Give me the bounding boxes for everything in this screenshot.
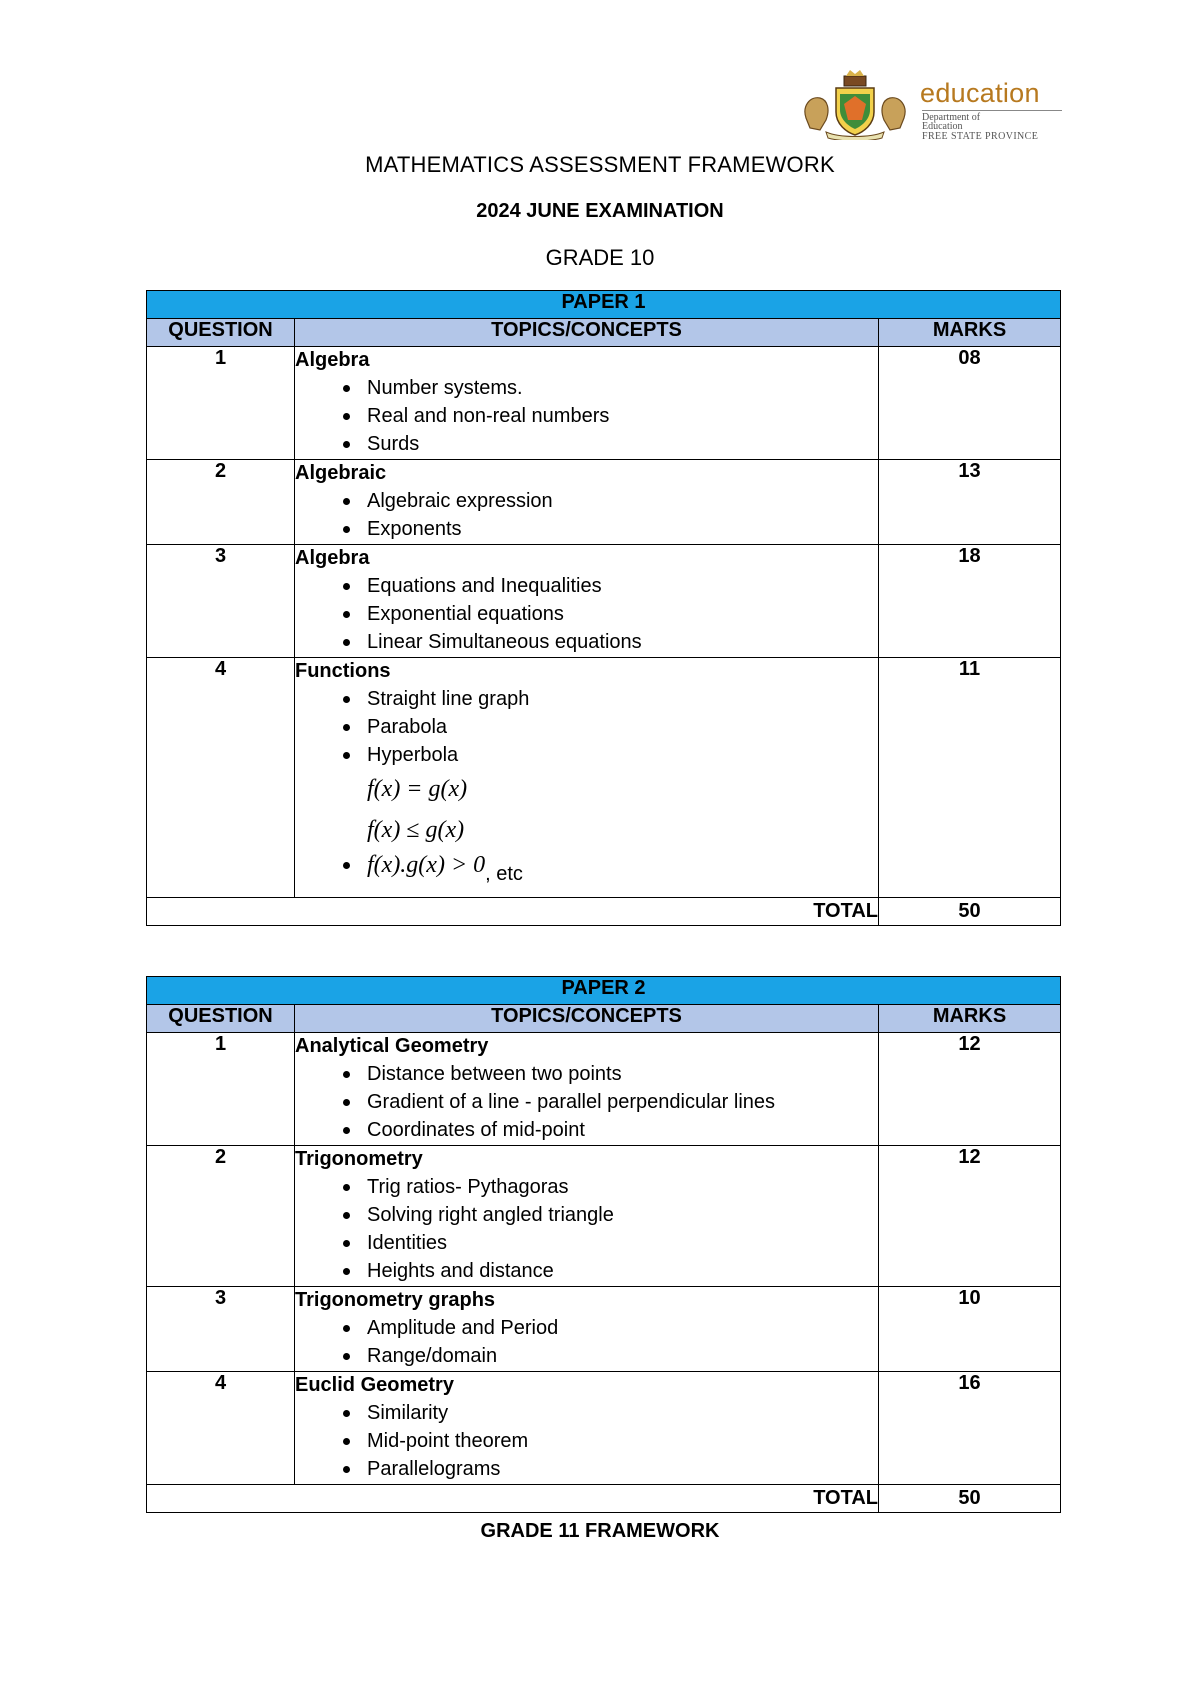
table-row [147,1033,1061,1146]
topic-title: Trigonometry [295,1148,423,1170]
list-item: Heights and distance [343,1257,878,1285]
list-item: Coordinates of mid-point [343,1116,878,1144]
logo-wordmark: education [920,78,1040,108]
document-title: MATHEMATICS ASSESSMENT FRAMEWORK [365,152,835,177]
question-number: 3 [147,545,295,658]
list-item: Equations and Inequalities [343,572,878,600]
topic-title: Functions [295,660,391,682]
topic-cell [295,658,879,898]
list-item: Algebraic expression [343,487,878,515]
marks-value: 11 [879,658,1061,898]
topic-title: Analytical Geometry [295,1035,489,1057]
list-item: Straight line graph [343,685,878,713]
list-item: Parallelograms [343,1455,878,1483]
total-row [147,898,1061,926]
math-expression: f(x) = g(x) [367,776,468,802]
logo-line-2: Education [922,121,963,132]
list-item: Parabola [343,713,878,741]
question-number: 2 [147,460,295,545]
table-row [147,460,1061,545]
question-number: 4 [147,1372,295,1485]
col-topics: TOPICS/CONCEPTS [295,1005,879,1033]
total-value: 50 [879,898,1061,926]
topic-title: Algebra [295,349,370,371]
paper-1-table [146,290,1061,926]
table-row [147,1146,1061,1287]
col-topics: TOPICS/CONCEPTS [295,319,879,347]
col-marks: MARKS [879,319,1061,347]
list-item: Gradient of a line - parallel perpendicular lines [343,1088,878,1116]
exam-title: 2024 JUNE EXAMINATION [476,200,724,222]
math-expression: f(x) ≤ g(x) [367,817,465,843]
list-item: Hyperbola [343,741,878,769]
question-number: 4 [147,658,295,898]
topic-title: Trigonometry graphs [295,1289,496,1311]
col-question: QUESTION [147,319,295,347]
list-item: Range/domain [343,1342,878,1370]
marks-value: 18 [879,545,1061,658]
topic-cell [295,1146,879,1287]
grade-title: GRADE 10 [545,245,655,270]
marks-value: 12 [879,1146,1061,1287]
list-item: Exponents [343,515,878,543]
table-row [147,545,1061,658]
topic-cell [295,1033,879,1146]
list-item: Similarity [343,1399,878,1427]
paper-2-table [146,976,1061,1513]
topic-cell [295,460,879,545]
list-item: Number systems. [343,374,878,402]
list-item: Exponential equations [343,600,878,628]
table-row [147,347,1061,460]
paper-2-title: PAPER 2 [147,977,1061,1005]
marks-value: 13 [879,460,1061,545]
list-item: Surds [343,430,878,458]
logo-line-3: FREE STATE PROVINCE [922,131,1039,142]
total-value: 50 [879,1485,1061,1513]
marks-value: 16 [879,1372,1061,1485]
table-row [147,1287,1061,1372]
math-expression: f(x).g(x) > 0 [367,852,486,878]
logo-divider [922,110,1062,111]
total-label: TOTAL [147,898,879,926]
question-number: 3 [147,1287,295,1372]
topic-title: Euclid Geometry [295,1374,454,1396]
list-item: Real and non-real numbers [343,402,878,430]
topic-title: Algebraic [295,462,387,484]
col-question: QUESTION [147,1005,295,1033]
list-item: Linear Simultaneous equations [343,628,878,656]
list-item: Amplitude and Period [343,1314,878,1342]
paper-1-title: PAPER 1 [147,291,1061,319]
list-item: Distance between two points [343,1060,878,1088]
logo-line-1: Department of [922,112,981,123]
list-item: Mid-point theorem [343,1427,878,1455]
total-row [147,1485,1061,1513]
table-row [147,658,1061,898]
marks-value: 10 [879,1287,1061,1372]
question-number: 2 [147,1146,295,1287]
list-item: Solving right angled triangle [343,1201,878,1229]
total-label: TOTAL [147,1485,879,1513]
marks-value: 08 [879,347,1061,460]
question-number: 1 [147,1033,295,1146]
topic-cell [295,1287,879,1372]
topic-cell [295,347,879,460]
question-number: 1 [147,347,295,460]
topic-cell [295,545,879,658]
marks-value: 12 [879,1033,1061,1146]
math-suffix: , etc [485,863,523,885]
list-item: Trig ratios- Pythagoras [343,1173,878,1201]
education-logo [800,68,1065,140]
topic-cell [295,1372,879,1485]
next-section-heading: GRADE 11 FRAMEWORK [480,1520,720,1542]
topic-title: Algebra [295,547,370,569]
coat-of-arms-icon [800,68,910,140]
list-item [343,851,878,888]
list-item: Identities [343,1229,878,1257]
table-row [147,1372,1061,1485]
col-marks: MARKS [879,1005,1061,1033]
